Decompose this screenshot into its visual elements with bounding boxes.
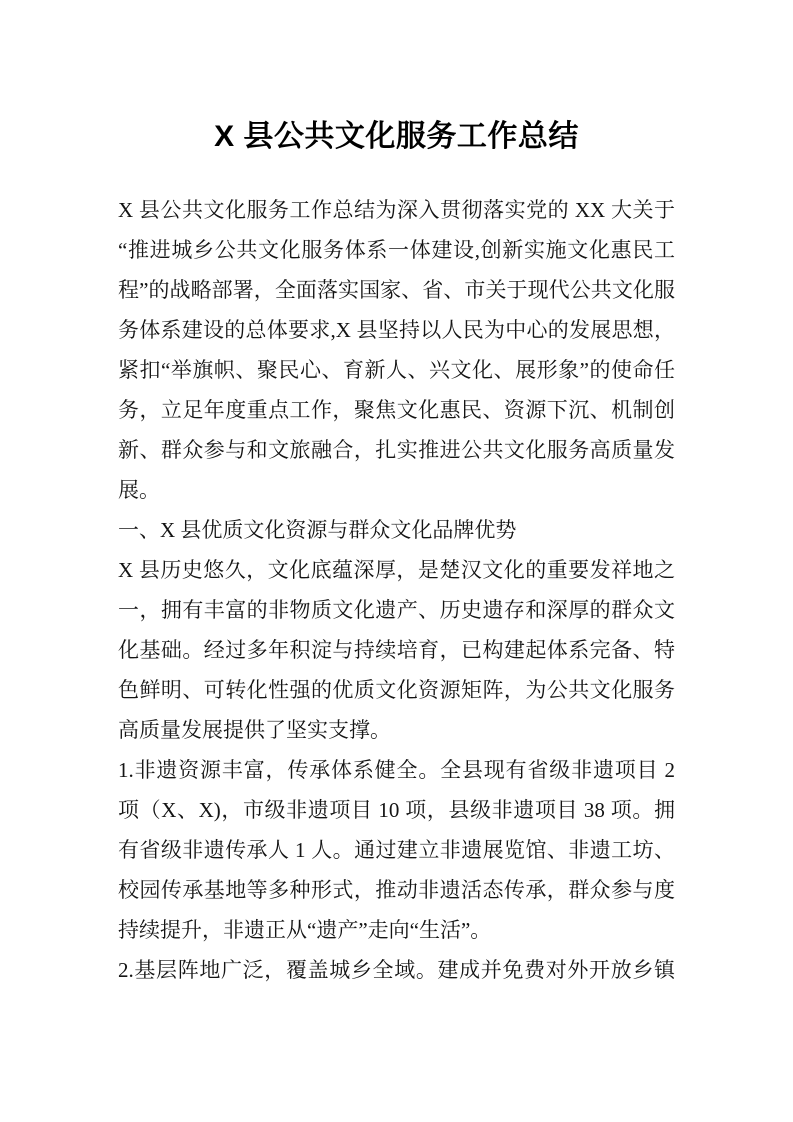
- text-line: 色鲜明、可转化性强的优质文化资源矩阵，为公共文化服务: [118, 678, 675, 702]
- text-line: 展。: [118, 478, 160, 502]
- text-line: X 县历史悠久，文化底蕴深厚，是楚汉文化的重要发祥地之: [118, 558, 675, 582]
- text-line: 化基础。经过多年积淀与持续培育，已构建起体系完备、特: [118, 638, 675, 662]
- text-line: 务，立足年度重点工作，聚焦文化惠民、资源下沉、机制创: [118, 398, 675, 422]
- text-line: 务体系建设的总体要求,X 县坚持以人民为中心的发展思想，: [118, 318, 675, 342]
- text-line: 1.非遗资源丰富，传承体系健全。全县现有省级非遗项目 2: [118, 758, 675, 782]
- document-body: [118, 190, 675, 990]
- text-line: “推进城乡公共文化服务体系一体建设,创新实施文化惠民工: [118, 238, 675, 262]
- point-2-paragraph: [118, 950, 675, 990]
- text-line: 紧扣“举旗帜、聚民心、育新人、兴文化、展形象”的使命任: [118, 358, 675, 382]
- text-line: 有省级非遗传承人 1 人。通过建立非遗展览馆、非遗工坊、: [118, 838, 675, 862]
- text-line: 程”的战略部署，全面落实国家、省、市关于现代公共文化服: [118, 278, 675, 302]
- text-line: 校园传承基地等多种形式，推动非遗活态传承，群众参与度: [118, 878, 675, 902]
- text-line: 项（X、X)，市级非遗项目 10 项，县级非遗项目 38 项。拥: [118, 798, 675, 822]
- text-line: 持续提升，非遗正从“遗产”走向“生活”。: [118, 918, 492, 942]
- text-line: 新、群众参与和文旅融合，扎实推进公共文化服务高质量发: [118, 438, 675, 462]
- document-title: X 县公共文化服务工作总结: [214, 120, 579, 153]
- text-line: 一、X 县优质文化资源与群众文化品牌优势: [118, 518, 517, 542]
- point-1-paragraph: [118, 750, 675, 950]
- text-line: 高质量发展提供了坚实支撑。: [118, 718, 391, 742]
- section-1-intro-paragraph: [118, 550, 675, 750]
- text-line: 一，拥有丰富的非物质文化遗产、历史遗存和深厚的群众文: [118, 598, 675, 622]
- section-1-heading: [118, 510, 675, 550]
- intro-paragraph: [118, 190, 675, 510]
- text-line: 2.基层阵地广泛，覆盖城乡全域。建成并免费对外开放乡镇: [118, 958, 675, 982]
- text-line: X 县公共文化服务工作总结为深入贯彻落实党的 XX 大关于: [118, 198, 675, 222]
